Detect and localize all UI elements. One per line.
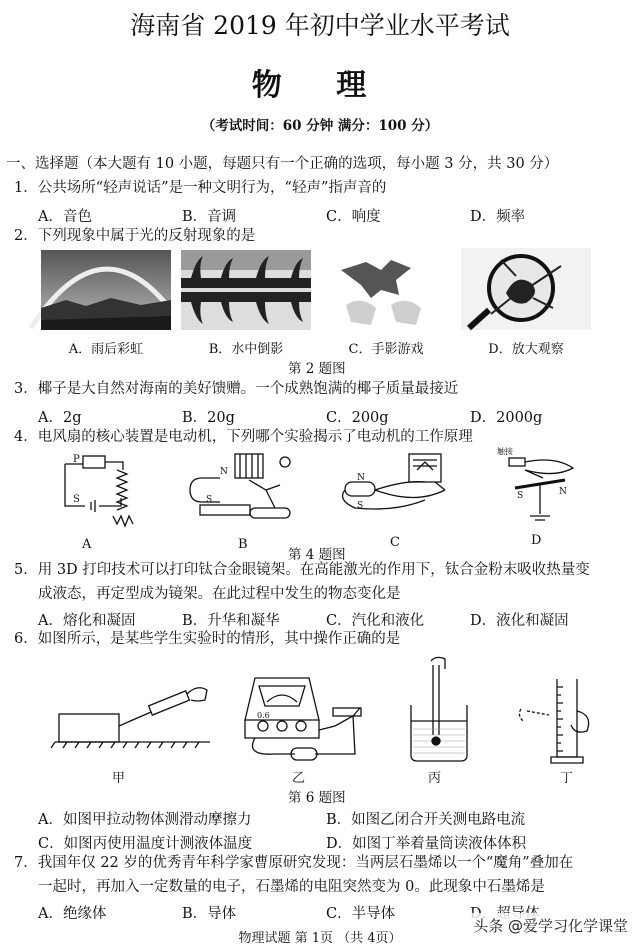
q1-option-b[interactable]: B．音调 [182, 209, 237, 225]
q2-caption-b: B．水中倒影 [208, 342, 284, 357]
q4-label-d: D [531, 533, 542, 548]
electromagnet-diagram [55, 450, 145, 530]
q4d-s-label: S [517, 491, 524, 501]
q1-option-a[interactable]: A．音色 [38, 209, 92, 225]
motor-diagram [180, 450, 300, 530]
q5-stem-line2: 成液态，再定型成为镜架。在此过程中发生的物态变化是 [38, 586, 401, 602]
q5-stem-line1: 5．用 3D 打印技术可以打印钛合金眼镜架。在高能激光的作用下，钛合金粉末吸收热量变 [14, 562, 590, 578]
q4c-n-label: N [357, 473, 365, 483]
q6-label-jia: 甲 [112, 771, 126, 786]
q4d-n-label: N [559, 487, 567, 497]
q1-option-c[interactable]: C．响度 [326, 209, 381, 225]
q2-caption-a: A．雨后彩虹 [68, 342, 144, 357]
q5-option-d[interactable]: D．液化和凝固 [470, 613, 569, 629]
q4c-s-label: S [357, 501, 364, 511]
q6-option-b[interactable]: B．如图乙闭合开关测电路电流 [326, 812, 526, 828]
q6-label-yi: 乙 [292, 771, 306, 786]
q7-option-c[interactable]: C．半导体 [326, 906, 396, 922]
q4a-s-label: S [73, 494, 80, 505]
q7-stem-line1: 7．我国年仅 22 岁的优秀青年科学家曹原研究发现：当两层石墨烯以一个“魔角”叠加在 [14, 855, 574, 871]
q2-caption-c: C．手影游戏 [348, 342, 424, 357]
q6-stem: 6．如图所示，是某些学生实验时的情形，其中操作正确的是 [14, 631, 401, 647]
q5-option-b[interactable]: B．升华和凝华 [182, 613, 280, 629]
measuring-cylinder-diagram [515, 675, 605, 765]
q3-option-a[interactable]: A．2g [38, 410, 82, 426]
q6-option-d[interactable]: D．如图丁举着量筒读液体体积 [326, 836, 527, 852]
generator-diagram [335, 450, 455, 530]
q1-option-d[interactable]: D．频率 [470, 209, 526, 225]
watermark: 头条 @爱学习化学课堂 [469, 913, 632, 938]
friction-experiment-diagram [55, 678, 210, 748]
reflection-photo [181, 250, 311, 330]
thermometer-beaker-diagram [405, 655, 475, 765]
q6-figure-caption: 第 6 题图 [288, 790, 346, 806]
q6-option-a[interactable]: A．如图甲拉动物体测滑动摩擦力 [38, 812, 252, 828]
exam-meta: （考试时间：60 分钟 满分：100 分） [201, 118, 439, 134]
q3-option-c[interactable]: C．200g [326, 410, 389, 426]
magnifier-photo [461, 248, 591, 330]
q2-caption-d: D．放大观察 [488, 342, 564, 357]
q4b-s-label: S [206, 495, 213, 505]
exam-title: 海南省 2019 年初中学业水平考试 [130, 11, 510, 40]
q5-option-a[interactable]: A．熔化和凝固 [38, 613, 136, 629]
q4d-switch-label: 触接 [497, 447, 513, 456]
q4-label-b: B [238, 537, 248, 552]
q7-option-a[interactable]: A．绝缘体 [38, 906, 107, 922]
q3-option-d[interactable]: D．2000g [470, 410, 543, 426]
shadow-puppet-photo [321, 250, 451, 330]
q4a-p-label: P [73, 454, 80, 465]
q4-stem: 4．电风扇的核心装置是电动机，下列哪个实验揭示了电动机的工作原理 [14, 429, 473, 445]
q4-label-c: C [390, 535, 400, 550]
q5-option-c[interactable]: C．汽化和液化 [326, 613, 425, 629]
section-heading: 一、选择题（本大题有 10 小题，每题只有一个正确的选项，每小题 3 分，共 30 分） [6, 156, 559, 172]
q3-stem: 3．椰子是大自然对海南的美好馈赠。一个成熟饱满的椰子质量最接近 [14, 381, 459, 397]
q1-stem: 1．公共场所“轻声说话”是一种文明行为，“轻声”指声音的 [14, 180, 387, 196]
q7-stem-line2: 一起时，再加入一定数量的电子，石墨烯的电阻突然变为 0。此现象中石墨烯是 [38, 879, 545, 895]
subject-title: 物 理 [251, 68, 389, 103]
q4-label-a: A [82, 537, 92, 552]
q7-option-b[interactable]: B．导体 [182, 906, 237, 922]
q4-figure-caption: 第 4 题图 [288, 547, 346, 563]
q6-label-ding: 丁 [560, 771, 574, 786]
q2-stem: 2．下列现象中属于光的反射现象的是 [14, 228, 256, 244]
q6-label-bing: 丙 [428, 771, 442, 786]
q3-option-b[interactable]: B．20g [182, 410, 235, 426]
rainbow-photo [41, 250, 171, 330]
q4b-n-label: N [220, 467, 228, 477]
ammeter-scale-label: 0.6 [257, 711, 270, 720]
current-magnet-diagram [495, 448, 585, 532]
q6-option-c[interactable]: C．如图丙使用温度计测液体温度 [38, 836, 253, 852]
ammeter-circuit-diagram [235, 668, 375, 760]
page-footer: 物理试题 第 1页 （共 4页） [238, 931, 402, 946]
q2-figure-caption: 第 2 题图 [288, 361, 346, 377]
